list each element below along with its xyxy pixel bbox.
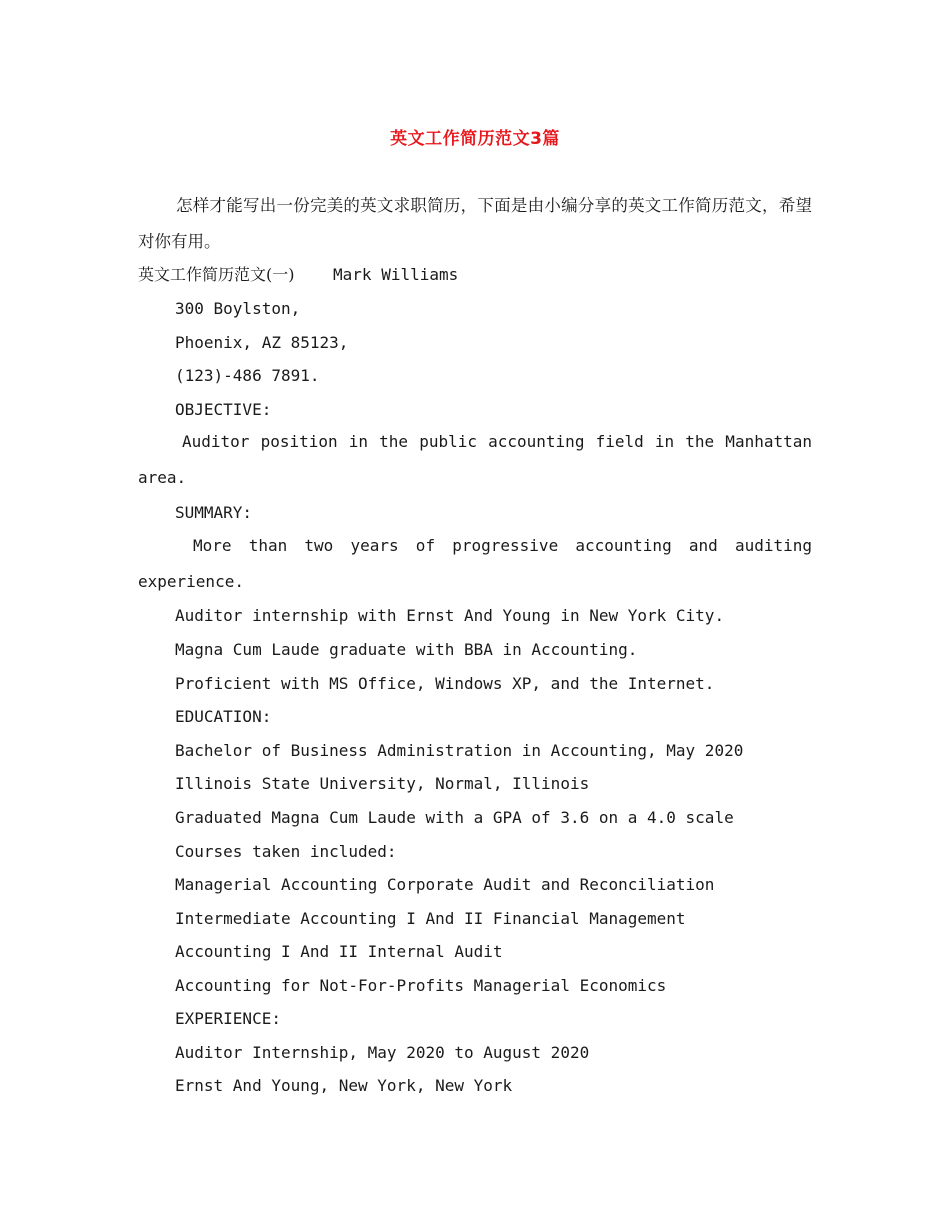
document-title: 英文工作简历范文3篇 <box>390 129 560 149</box>
education-item: Illinois State University, Normal, Illinois <box>175 774 590 793</box>
objective-label: OBJECTIVE: <box>175 400 272 419</box>
objective-text: Auditor position in the public accounting field in the Manhattan area. <box>138 432 812 487</box>
education-label: EDUCATION: <box>175 707 272 726</box>
summary-text: More than two years of progressive accounting and auditing experience. <box>138 536 812 591</box>
education-item: Intermediate Accounting I And II Financial Management <box>175 909 686 928</box>
education-item: Managerial Accounting Corporate Audit and Reconciliation <box>175 875 715 894</box>
education-item: Bachelor of Business Administration in Accounting, May 2020 <box>175 741 744 760</box>
experience-label: EXPERIENCE: <box>175 1009 281 1028</box>
address-line-1: 300 Boylston, <box>175 299 301 318</box>
address-line-2: Phoenix, AZ 85123, <box>175 333 349 352</box>
education-item: Graduated Magna Cum Laude with a GPA of 3.6 on a 4.0 scale <box>175 808 734 827</box>
applicant-name: Mark Williams <box>333 265 459 284</box>
section-heading: 英文工作简历范文(一) <box>138 265 295 284</box>
experience-item: Auditor Internship, May 2020 to August 2020 <box>175 1043 590 1062</box>
education-item: Accounting for Not-For-Profits Managerial Economics <box>175 976 667 995</box>
summary-item: Auditor internship with Ernst And Young in New York City. <box>175 606 725 625</box>
summary-label: SUMMARY: <box>175 503 253 522</box>
summary-item: Magna Cum Laude graduate with BBA in Accounting. <box>175 640 638 659</box>
experience-item: Ernst And Young, New York, New York <box>175 1076 513 1095</box>
resume-heading-line <box>138 265 458 285</box>
education-item: Courses taken included: <box>175 842 397 861</box>
education-item: Accounting I And II Internal Audit <box>175 942 503 961</box>
phone-number: (123)-486 7891. <box>175 366 320 385</box>
summary-item: Proficient with MS Office, Windows XP, and the Internet. <box>175 674 715 693</box>
intro-paragraph: 怎样才能写出一份完美的英文求职简历，下面是由小编分享的英文工作简历范文，希望对你有用。 <box>138 196 812 251</box>
